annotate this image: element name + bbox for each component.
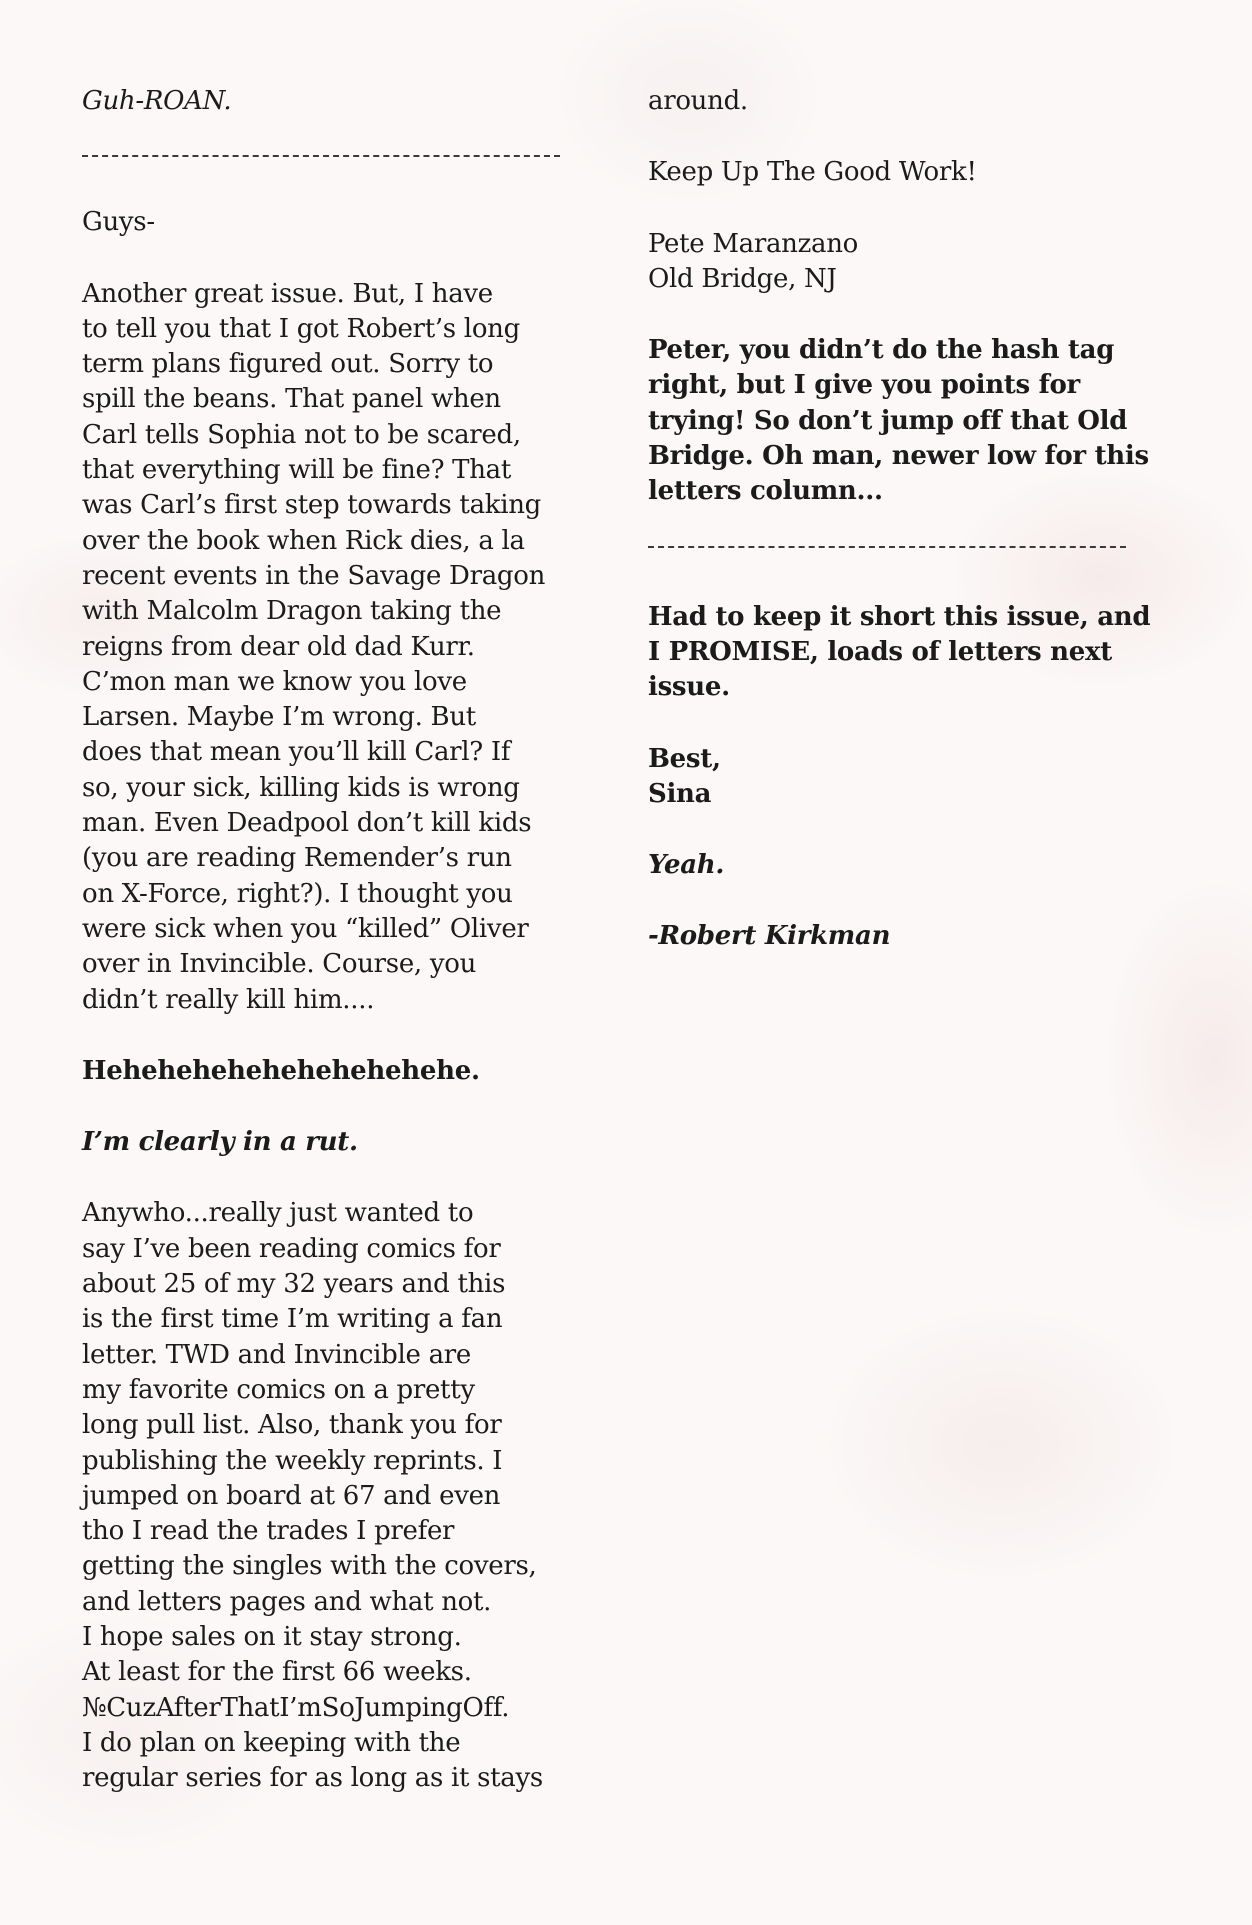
letter-paragraph-1: Another great issue. But, I have to tell you that I got Robert’s long term plans figured out. Sorry to spill the beans. That panel when Carl tells Sophia not to be scared, that everything will be fine? That was Carl’s first step towards taking over the book when Rick dies, a la recent events in the Savage Dragon with Malcolm Dragon taking the reigns from dear old dad Kurr. C’mon man we know you love Larsen. Maybe I’m wrong. But does that mean you’ll kill Carl? If so, your sick, killing kids is wrong man. Even Deadpool don’t kill kids (you are reading Remender’s run on X-Force, right?). I thought you were sick when you “killed” Oliver over in Invincible. Course, you didn’t really kill him.... <box>82 278 546 1015</box>
salutation-text: Guys- <box>82 207 155 238</box>
hehehe-reply: Hehehehehehehehehehehe. <box>82 1055 480 1086</box>
dashed-divider <box>648 546 1126 548</box>
yeah-text: Yeah. <box>648 850 725 881</box>
editor-reply: Peter, you didn’t do the hash tag right, but I give you points for trying! So don’t jump off that Old Bridge. Oh man, newer low for this letters column... <box>648 335 1149 507</box>
left-column <box>82 84 622 1796</box>
letter-continuation: around. <box>648 86 748 116</box>
letter-closing: Keep Up The Good Work! <box>648 157 977 188</box>
editor-note: Had to keep it short this issue, and I PROMISE, loads of letters next issue. <box>648 601 1151 703</box>
letter-paragraph-2: Anywho...really just wanted to say I’ve been reading comics for about 25 of my 32 years and this is the first time I’m writing a fan letter. TWD and Invincible are my favorite comics on a pretty long pull list. Also, thank you for publishing the weekly reprints. I jumped on board at 67 and even tho I read the trades I prefer getting the singles with the covers, and letters pages and what not. I hope sales on it stay strong. At least for the first 66 weeks. №CuzAfterThatI’mSoJumpingOff. I do plan on keeping with the regular series for as long as it stays <box>82 1198 543 1794</box>
guh-roan-text: Guh-ROAN. <box>82 86 232 116</box>
editor-signoff: Best, Sina <box>648 743 721 809</box>
dashed-divider <box>82 155 560 157</box>
right-column <box>648 84 1188 991</box>
rut-reply: I’m clearly in a rut. <box>82 1127 358 1158</box>
author-signature: -Robert Kirkman <box>648 921 891 952</box>
letter-signature: Pete Maranzano Old Bridge, NJ <box>648 228 859 294</box>
